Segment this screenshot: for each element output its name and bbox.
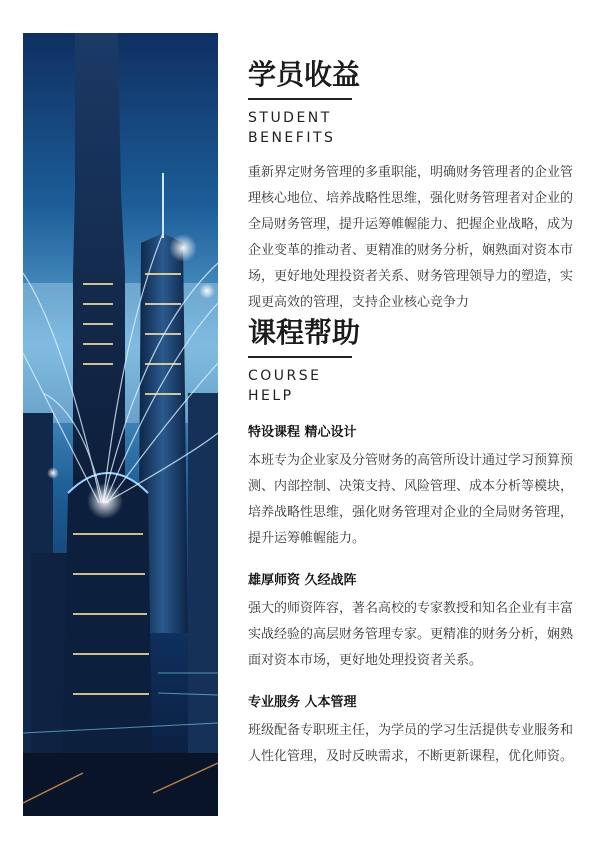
help-en-line2: HELP [248, 388, 294, 404]
title-underline [248, 356, 352, 358]
help-item-body: 强大的师资阵容，著名高校的专家教授和知名企业有丰富实战经验的高层财务管理专家。更精准的财务分析，娴熟面对资本市场，更好地处理投资者关系。 [248, 601, 574, 668]
help-english-title [248, 366, 578, 406]
benefits-title: 学员收益 [248, 58, 361, 91]
benefits-body: 重新界定财务管理的多重职能，明确财务管理者的企业管理核心地位、培养战略性思维，强化财务管理者对企业的全局财务管理，提升运筹帷幄能力、把握企业战略，成为企业变革的推动者、更精准的财务分析，娴熟面对资本市场，更好地处理投资者关系、财务管理领导力的塑造，实现更高效的管理，支持企业核心竞争力 [248, 165, 574, 310]
benefits-english-title [248, 108, 578, 148]
skyscraper-illustration [23, 33, 218, 816]
help-item-heading: 雄厚师资 久经战阵 [248, 573, 357, 588]
help-en-line1: COURSE [248, 368, 322, 384]
help-item-heading: 专业服务 人本管理 [248, 695, 357, 710]
help-item-body: 班级配备专职班主任，为学员的学习生活提供专业服务和人性化管理，及时反映需求，不断更新课程，优化师资。 [248, 723, 574, 764]
city-skyline-image [23, 33, 218, 816]
benefits-en-line1: STUDENT [248, 110, 332, 126]
student-benefits-section [248, 58, 578, 310]
help-title: 课程帮助 [248, 316, 361, 349]
benefits-en-line2: BENEFITS [248, 130, 336, 146]
title-underline [248, 98, 352, 100]
help-item-body: 本班专为企业家及分管财务的高管所设计通过学习预算预测、内部控制、决策支持、风险管理、成本分析等模块，培养战略性思维，强化财务管理对企业的全局财务管理，提升运筹帷幄能力。 [248, 453, 574, 546]
course-help-section [248, 316, 578, 770]
help-item-heading: 特设课程 精心设计 [248, 425, 357, 440]
